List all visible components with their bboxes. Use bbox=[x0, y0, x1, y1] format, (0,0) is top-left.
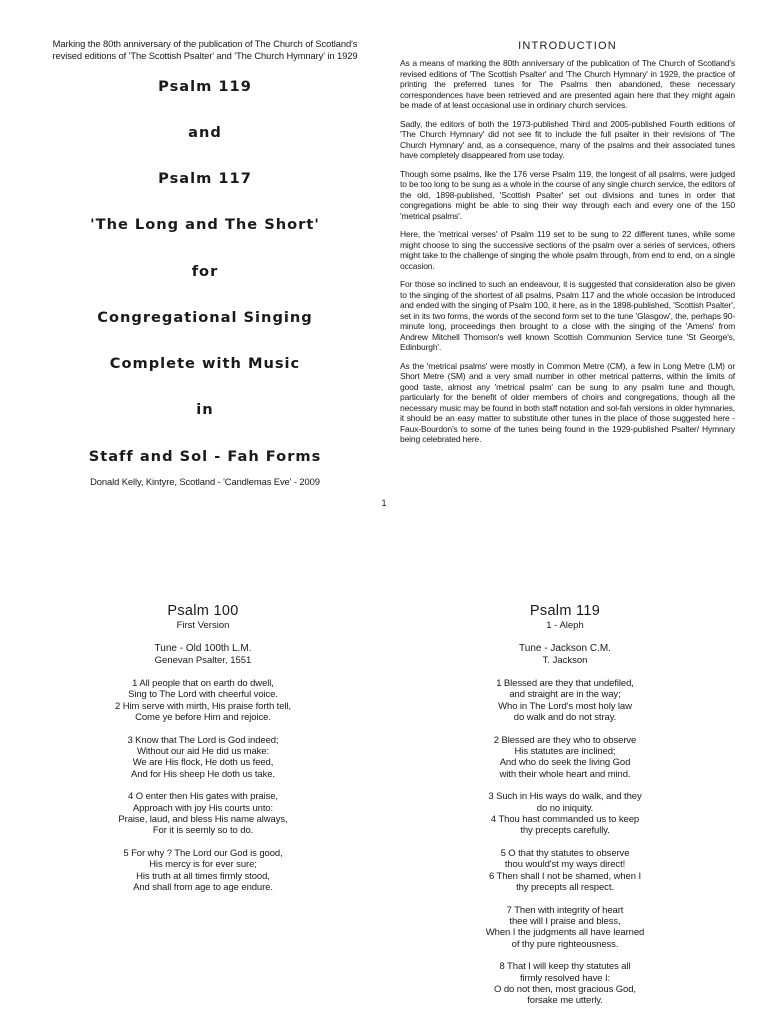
psalm-119-subtitle: 1 - Aleph bbox=[546, 620, 584, 631]
verse-line: When I the judgments all have learned bbox=[485, 927, 645, 939]
verse-line: 1 All people that on earth do dwell, bbox=[132, 678, 274, 689]
cover-title-line: Complete with Music bbox=[109, 355, 301, 372]
verse-line: thy precepts carefully. bbox=[520, 825, 610, 837]
cover-title-line: Congregational Singing bbox=[97, 309, 313, 326]
intro-paragraph: Here, the 'metrical verses' of Psalm 119 set to be sung to 22 different tunes, while some might choose to sing the successive sections of the psalm over a series of services, others might take to the challenge of singing the whole psalm through, from end to end, on a single occasion. bbox=[400, 229, 735, 271]
psalm-100-subtitle: First Version bbox=[176, 620, 230, 631]
intro-paragraph: Though some psalms, like the 176 verse Psalm 119, the longest of all psalms, were judged to be too long to be sung as a whole in the course of any single church service, the editors of the old, 1898-published, 'Scottish Psalter' set out divisions and tunes in order that congregations might be able to sing their way through each and every one of the 150 'metrical psalms'. bbox=[400, 168, 735, 221]
psalm-119-verse bbox=[405, 905, 725, 951]
cover-title-line: Psalm 117 bbox=[158, 170, 252, 187]
page-number: 1 bbox=[381, 498, 387, 508]
cover-top-note-line: revised editions of 'The Scottish Psalter' and 'The Church Hymnary' in 1929 bbox=[52, 49, 358, 61]
verse-line: thee will I praise and bless, bbox=[509, 915, 621, 927]
verse-line: And for His sheep He doth us take. bbox=[131, 768, 275, 780]
verse-line: 5 O that thy statutes to observe bbox=[500, 847, 630, 859]
psalm-119-verse bbox=[405, 961, 725, 1007]
verse-line: thou would'st my ways direct! bbox=[504, 859, 626, 871]
verse-line: and straight are in the way; bbox=[509, 689, 621, 701]
verse-line: 4 Thou hast commanded us to keep bbox=[490, 814, 640, 826]
intro-paragraph: As the 'metrical psalms' were mostly in Common Metre (CM), a few in Long Metre (LM) or Short Metre (SM) and a very small number in other metrical patterns, within the limits of good taste, almost any 'metrical psalm' can be sung to any psalm tune and though, particularly for the benefit of older members of choirs and congregations, though all the necessary music may be found in both staff notation and sol-fah versions in older hymnaries, it should be an easy matter to substitute other tunes in the place of those suggested here - Faux-Bourdon's to some of the tunes being found in the 1929-published Psalter/ Hymnary being celebrated here. bbox=[400, 360, 735, 444]
psalm-100-verse bbox=[43, 848, 363, 894]
cover-title-line: Psalm 119 bbox=[158, 78, 252, 95]
psalm-100-tune-source: Genevan Psalter, 1551 bbox=[154, 655, 252, 666]
verse-line: 2 Him serve with mirth, His praise forth tell, bbox=[115, 700, 291, 712]
psalm-119-column bbox=[405, 603, 725, 1007]
verse-line: do no iniquity. bbox=[536, 802, 594, 814]
verse-line: O do not then, most gracious God, bbox=[494, 983, 636, 995]
cover-title-line: 'The Long and The Short' bbox=[90, 216, 320, 233]
verse-line: 8 That I will keep thy statutes all bbox=[499, 961, 631, 973]
verse-line: thy precepts all respect. bbox=[516, 882, 614, 894]
verse-line: 3 Know that The Lord is God indeed; bbox=[127, 734, 279, 746]
cover-title-line: in bbox=[196, 401, 214, 418]
intro-heading: INTRODUCTION bbox=[518, 40, 617, 52]
verse-line: 6 Then shall I not be shamed, when I bbox=[488, 870, 642, 882]
intro-paragraph: For those so inclined to such an endeavour, it is suggested that consideration also be given to the singing of the shortest of all psalms, Psalm 117 and the whole occasion be introduced and ended with the singing of Psalm 100, it here, as in the 1898-published, 'Scottish Psalter', set in its two forms, the words of the second form set to the tune 'Glasgow', the, perhaps 90-minute long, proceedings then brought to a close with the singing of the 'Amens' from Andrew Mitchell Thomson's well known Scottish Communion Service tune 'St George's, Edinburgh'. bbox=[400, 279, 735, 352]
verse-line: His mercy is for ever sure; bbox=[149, 859, 257, 871]
verse-line: forsake me utterly. bbox=[527, 995, 603, 1007]
verse-line: 2 Blessed are they who to observe bbox=[493, 734, 637, 746]
verse-line: 1 Blessed are they that undefiled, bbox=[496, 678, 634, 689]
verse-line: 5 For why ? The Lord our God is good, bbox=[123, 847, 283, 859]
psalm-119-verse bbox=[405, 791, 725, 837]
psalm-100-tune: Tune - Old 100th L.M. bbox=[154, 643, 252, 654]
verse-line: Without our aid He did us make: bbox=[136, 746, 270, 758]
verse-line: We are His flock, He doth us feed, bbox=[132, 757, 274, 769]
verse-line: Who in The Lord's most holy law bbox=[498, 700, 632, 712]
verse-line: His truth at all times firmly stood, bbox=[136, 870, 270, 882]
psalm-119-verse bbox=[405, 735, 725, 781]
psalm-119-tune: Tune - Jackson C.M. bbox=[519, 643, 611, 654]
verse-line: 4 O enter then His gates with praise, bbox=[128, 791, 278, 803]
intro-paragraph: Sadly, the editors of both the 1973-published Third and 2005-published Fourth editions of 'The Church Hymnary' did not see fit to include the full psalter in their revisions of 'The Church Hymnary' and, as a consequence, many of the psalms and their associated tunes have completely disappeared from use today. bbox=[400, 118, 735, 160]
cover-title-line: Staff and Sol - Fah Forms bbox=[88, 448, 322, 465]
verse-line: of thy pure righteousness. bbox=[511, 938, 619, 950]
psalm-100-title: Psalm 100 bbox=[167, 603, 239, 619]
psalm-100-verse bbox=[43, 791, 363, 837]
verse-line: For it is seemly so to do. bbox=[152, 825, 254, 837]
verse-line: Approach with joy His courts unto: bbox=[132, 802, 274, 814]
psalm-119-verse bbox=[405, 678, 725, 724]
verse-line: Praise, laud, and bless His name always, bbox=[118, 814, 288, 826]
intro-body bbox=[400, 58, 735, 453]
verse-line: And shall from age to age endure. bbox=[133, 882, 273, 894]
verse-line: His statutes are inclined; bbox=[514, 746, 616, 758]
verse-line: Come ye before Him and rejoice. bbox=[135, 712, 271, 724]
verse-line: firmly resolved have I: bbox=[519, 972, 611, 984]
verse-line: 3 Such in His ways do walk, and they bbox=[488, 791, 642, 803]
verse-line: 7 Then with integrity of heart bbox=[506, 904, 624, 916]
cover-title-line: for bbox=[191, 263, 219, 280]
verse-line: And who do seek the living God bbox=[499, 757, 631, 769]
intro-paragraph: As a means of marking the 80th anniversary of the publication of The Church of Scotland's revised editions of 'The Scottish Psalter' and 'The Church Hymnary' in 1929, the practice of printing the preferred tunes for The Psalms then abandoned, these necessary correspondences have been retrieved and are presented again here that they might again be made of at least occasional use in ordinary church services. bbox=[400, 58, 735, 110]
psalm-100-verse bbox=[43, 678, 363, 724]
verse-line: do walk and do not stray. bbox=[513, 712, 617, 724]
psalm-100-verse bbox=[43, 735, 363, 781]
verse-line: Sing to The Lord with cheerful voice. bbox=[128, 689, 278, 701]
cover-top-note-line: Marking the 80th anniversary of the publication of The Church of Scotland's bbox=[52, 38, 358, 49]
psalm-119-verse bbox=[405, 848, 725, 894]
cover-byline: Donald Kelly, Kintyre, Scotland - 'Candlemas Eve' - 2009 bbox=[90, 476, 320, 487]
psalm-100-column bbox=[43, 603, 363, 894]
psalm-119-title: Psalm 119 bbox=[529, 603, 601, 619]
psalm-119-tune-source: T. Jackson bbox=[542, 655, 588, 666]
cover-top-note bbox=[30, 38, 380, 61]
cover-title-line: and bbox=[188, 124, 222, 141]
verse-line: with their whole heart and mind. bbox=[499, 768, 631, 780]
